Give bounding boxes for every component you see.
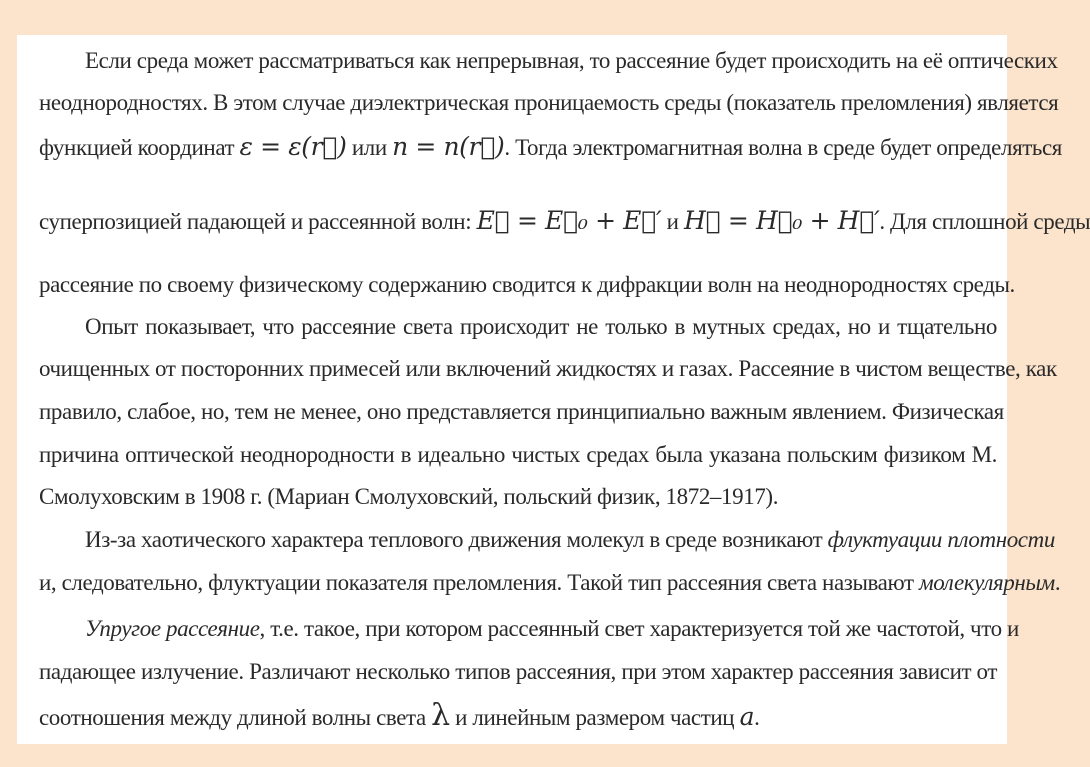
p1-line5: рассеяние по своему физическому содержанию сводится к дифракции волн на неоднородностях среды.	[39, 272, 1015, 297]
p1-line2: неоднородностях. В этом случае диэлектрическая проницаемость среды (показатель преломления) является	[39, 90, 1059, 115]
text-segment: и	[666, 209, 679, 234]
formula-n: n = n(r⃗)	[392, 132, 505, 161]
p2-line2: очищенных от посторонних примесей или включений жидкостях и газах. Рассеяние в чистом веществе, как	[39, 356, 1057, 381]
text-segment: соотношения между длиной волны света	[39, 705, 426, 730]
symbol-lambda: λ	[431, 698, 450, 733]
text-segment: , т.е. такое, при котором рассеянный свет характеризуется той же частотой, что и	[259, 616, 1019, 641]
document-page	[17, 35, 1090, 744]
p2-line5: Смолуховским в 1908 г. (Мариан Смолуховский, польский физик, 1872–1917).	[39, 484, 779, 509]
p4-line1	[85, 615, 1019, 643]
text-segment: . Тогда электромагнитная волна в среде будет определяться	[504, 135, 1062, 160]
formula-e-field: E⃗ = E⃗₀ + E⃗′	[476, 206, 662, 235]
text-segment: Из-за хаотического характера теплового движения молекул в среде возникают	[85, 527, 823, 552]
term-density-fluctuations: флуктуации плотности	[827, 527, 1055, 552]
p3-line2	[39, 569, 1061, 597]
term-molecular: молекулярным	[918, 570, 1055, 595]
p2-line4: причина оптической неоднородности в идеально чистых средах была указана польским физиком М.	[39, 442, 997, 467]
text-segment: суперпозицией падающей и рассеянной волн:	[39, 209, 472, 234]
formula-h-field: H⃗ = H⃗₀ + H⃗′	[683, 206, 880, 235]
p3-line1	[85, 526, 1055, 554]
p1-line4	[39, 206, 1090, 236]
p2-line1: Опыт показывает, что рассеяние света происходит не только в мутных средах, но и тщательно	[85, 314, 997, 339]
p1-line3	[39, 132, 1062, 162]
text-segment: или	[351, 135, 387, 160]
text-segment: .	[754, 705, 760, 730]
text-segment: и линейным размером частиц	[455, 705, 735, 730]
formula-epsilon: ε = ε(r⃗)	[239, 132, 347, 161]
term-elastic-scattering: Упругое рассеяние	[85, 616, 260, 641]
p4-line2: падающее излучение. Различают несколько типов рассеяния, при этом характер рассеяния зависит от	[39, 659, 997, 684]
text-segment: функцией координат	[39, 135, 235, 160]
p2-line3: правило, слабое, но, тем не менее, оно представляется принципиально важным явлением. Физическая	[39, 399, 1004, 424]
symbol-a: a	[739, 702, 755, 731]
p1-line1: Если среда может рассматриваться как непрерывная, то рассеяние будет происходить на её оптических	[85, 48, 1058, 73]
text-segment: .	[1054, 570, 1061, 595]
p4-line3	[39, 698, 997, 733]
text-segment: . Для сплошной среды	[879, 209, 1090, 234]
text-segment: и, следовательно, флуктуации показателя преломления. Такой тип рассеяния света называют	[39, 570, 914, 595]
